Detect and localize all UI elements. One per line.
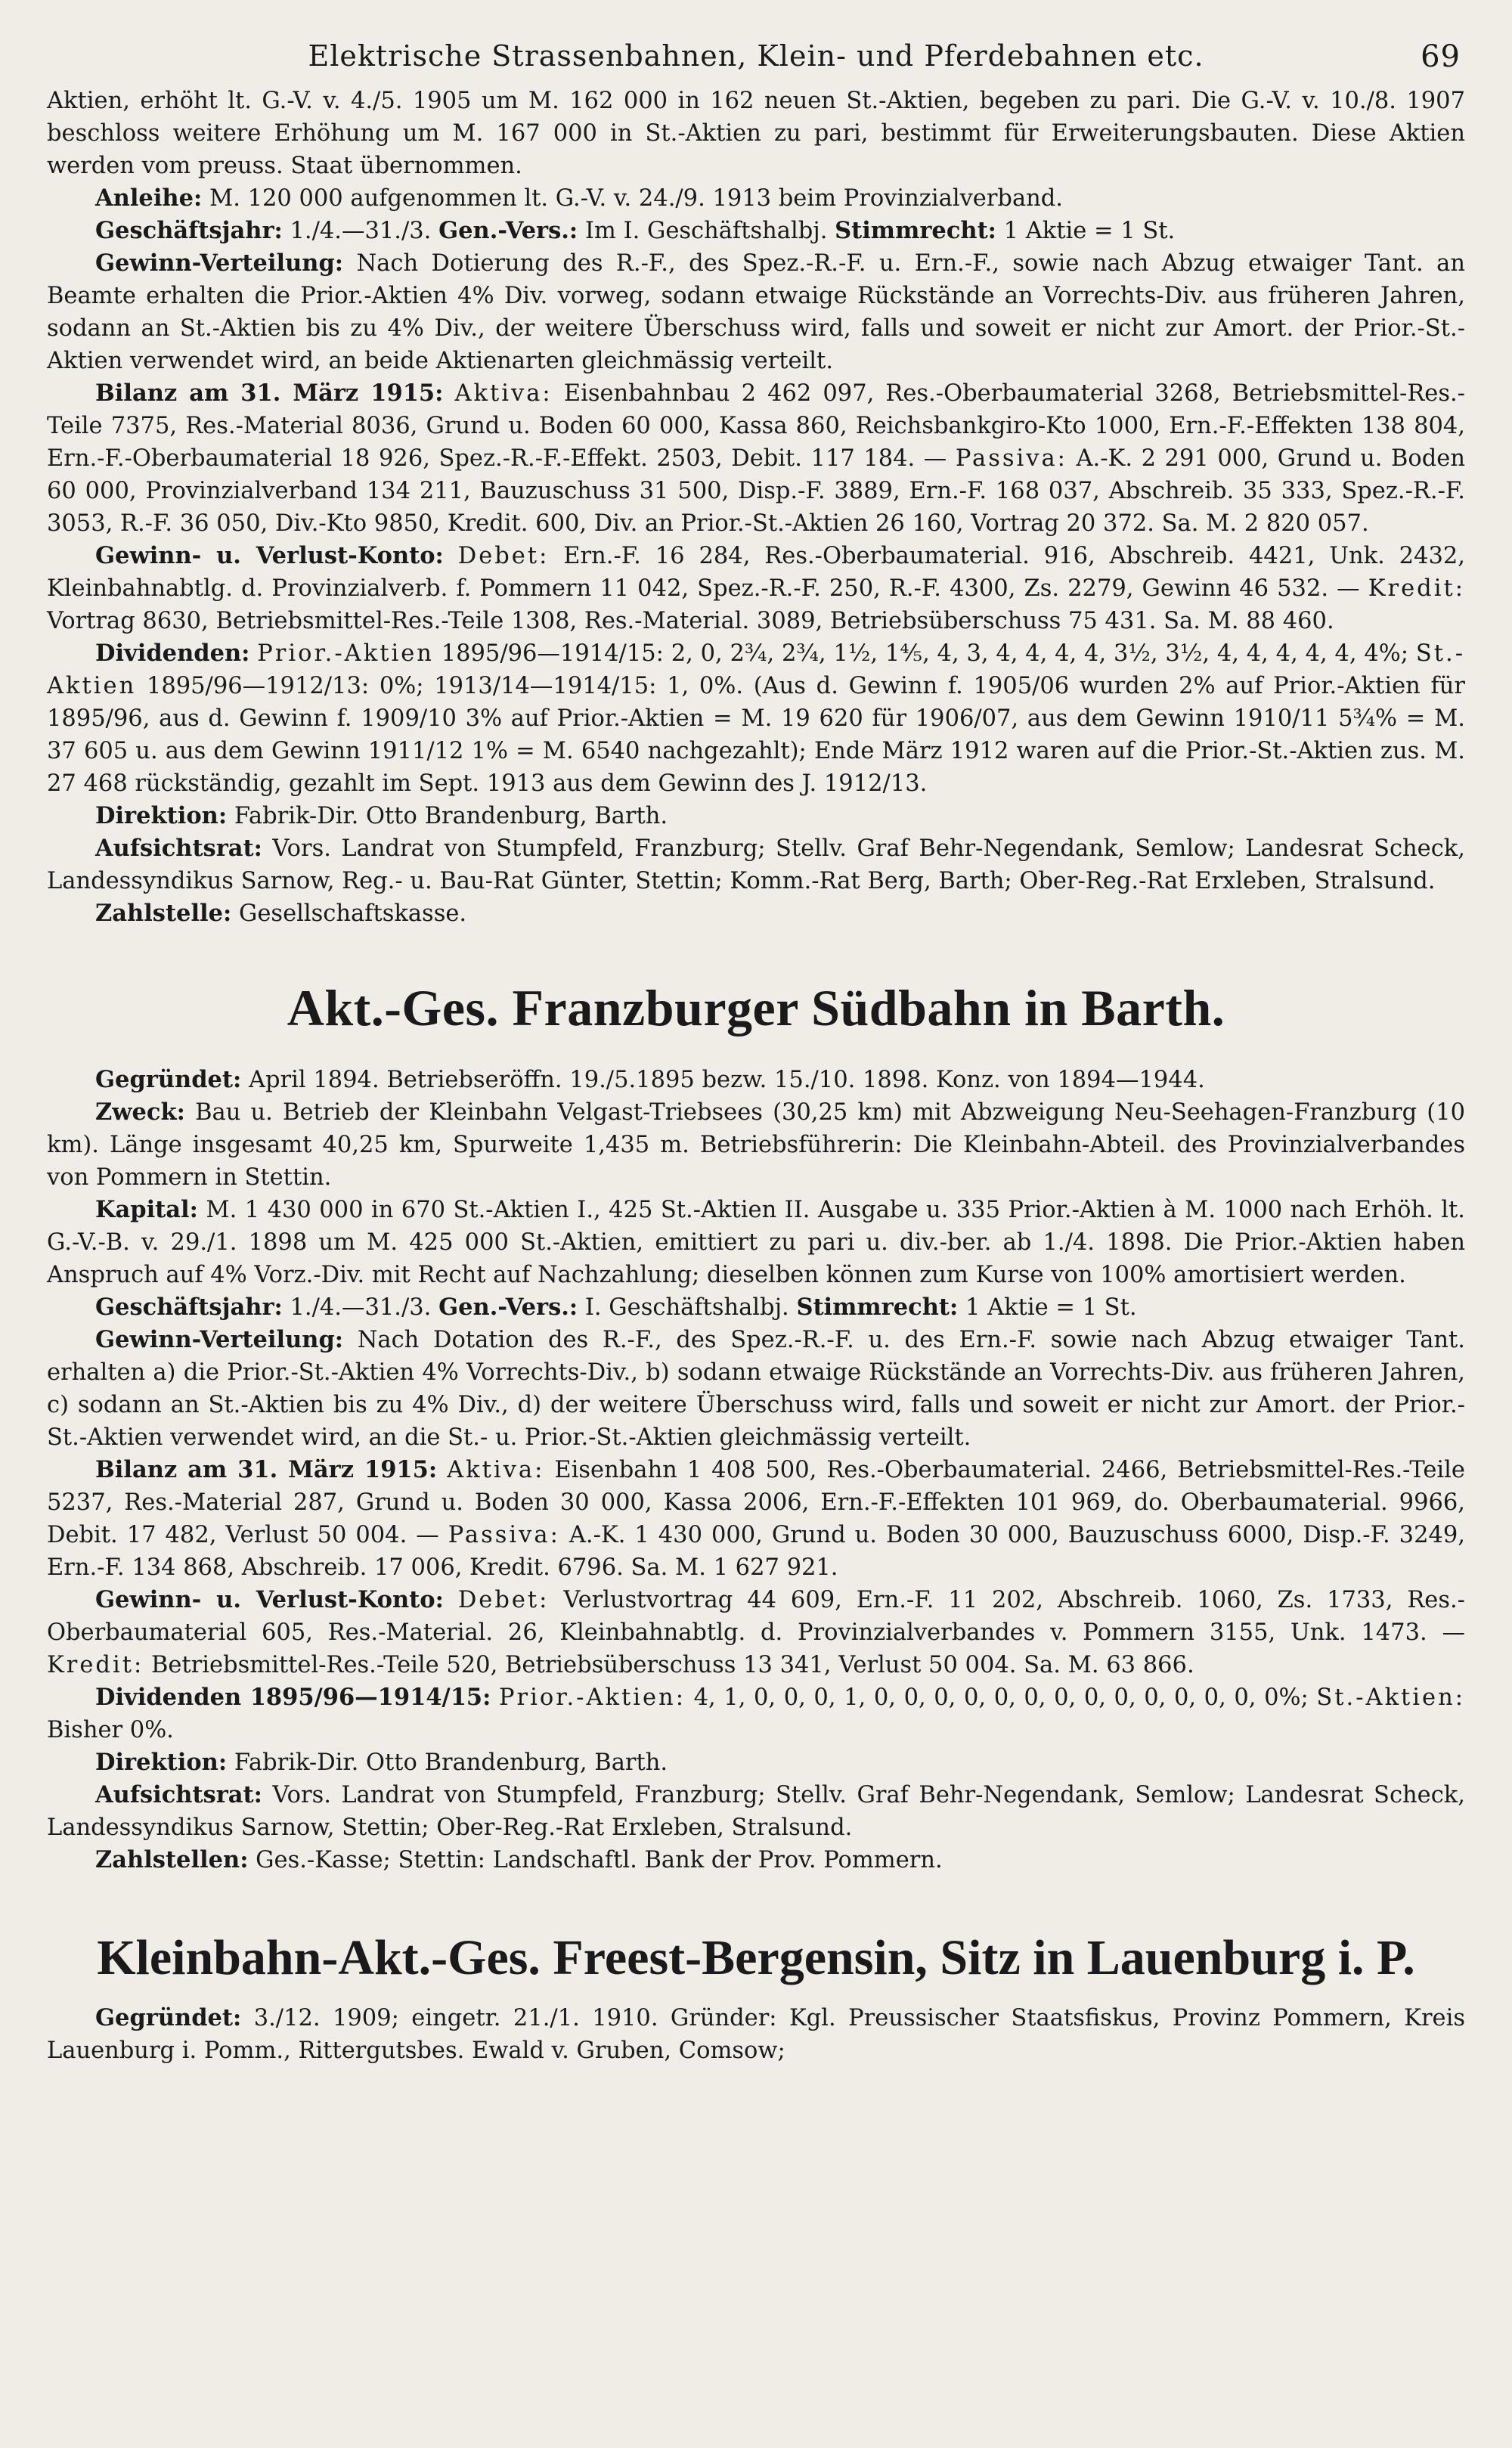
gv-label: Gen.-Vers.: xyxy=(438,1294,578,1321)
kapital-text: M. 1 430 000 in 670 St.-Aktien I., 425 St.-Aktien II. Ausgabe u. 335 Prior.-Aktien à M. 1000 nach Erhöh. lt. G.-V.-B. v. 29./1. 1898 um M. 425 000 St.-Aktien, emittiert zu pari u. div.-ber. ab 1./4. 1898. Die Prior.-Aktien haben Anspruch auf 4% Vorz.-Div. mit Recht auf Nachzahlung; dieselben können zum Kurse von 100% amortisiert werden. xyxy=(47,1197,1465,1288)
div-label: Dividenden 1895/96—1914/15: xyxy=(95,1684,491,1711)
gj-label: Geschäftsjahr: xyxy=(95,217,283,244)
franzburger-heading: Akt.-Ges. Franzburger Südbahn in Barth. xyxy=(287,979,1225,1037)
franzburger-entry xyxy=(47,1064,1465,1876)
geschaeftsjahr-para xyxy=(47,1291,1465,1324)
debet-label: Debet: xyxy=(457,543,550,569)
guv-para xyxy=(47,1584,1465,1681)
gj-label: Geschäftsjahr: xyxy=(95,1294,283,1321)
gv-text: I. Geschäftshalbj. xyxy=(584,1294,789,1321)
zweck-para xyxy=(47,1096,1465,1194)
sr-label: Stimmrecht: xyxy=(835,217,996,244)
sr-text: 1 Aktie = 1 St. xyxy=(1003,218,1176,244)
div-text2: 1895/96—1912/13: 0%; 1913/14—1914/15: 1, 0%. (Aus d. Gewinn f. 1905/06 wurden 2% auf Prior.-Aktien für 1895/96, aus d. Gewinn f. 1909/10 3% auf Prior.-Aktien = M. 19 620 für 1906/07, aus dem Gewinn 1910/11 5¾% = M. 37 605 u. aus dem Gewinn 1911/12 1% = M. 6540 nachgezahlt); Ende März 1912 waren auf die Prior.-St.-Aktien zus. M. 27 468 rückständig, gezahlt im Sept. 1913 aus dem Gewinn des J. 1912/13. xyxy=(47,673,1465,797)
guv-para xyxy=(47,540,1465,637)
gegr-text: April 1894. Betriebseröffn. 19./5.1895 bezw. 15./10. 1898. Konz. von 1894—1944. xyxy=(248,1067,1205,1093)
div-text2: Bisher 0%. xyxy=(47,1717,174,1743)
div-st-label: St.-Aktien: xyxy=(1316,1684,1466,1711)
bilanz-label: Bilanz am 31. März 1915: xyxy=(95,380,444,407)
passiva-label: Passiva: xyxy=(448,1522,560,1548)
div-label: Dividenden: xyxy=(95,640,250,667)
anleihe-label: Anleihe: xyxy=(95,184,203,212)
gewinn-label: Gewinn-Verteilung: xyxy=(95,249,344,277)
capital-continuation: Aktien, erhöht lt. G.-V. v. 4./5. 1905 um M. 162 000 in 162 neuen St.-Aktien, begeben zu pari. Die G.-V. v. 10./8. 1907 beschloss weitere Erhöhung um M. 167 000 in St.-Aktien zu pari, bestimmt für Erweiterungsbauten. Diese Aktien werden vom preuss. Staat übernommen. xyxy=(47,88,1465,179)
gewinn-text: Nach Dotation des R.-F., des Spez.-R.-F. u. des Ern.-F. sowie nach Abzug etwaiger Tant. erhalten a) die Prior.-St.-Aktien 4% Vorrechts-Div., b) sodann etwaige Rückstände an Vorrechts-Div. aus früheren Jahren, c) sodann an St.-Aktien bis zu 4% Div., d) der weitere Überschuss wird, falls und soweit er nicht zur Amort. der Prior.-St.-Aktien verwendet wird, an die St.- u. Prior.-St.-Aktien gleichmässig verteilt. xyxy=(47,1327,1465,1451)
div-prior-label: Prior.-Aktien: xyxy=(499,1684,686,1711)
kredit-label: Kredit: xyxy=(1368,575,1465,602)
debet-label: Debet: xyxy=(457,1587,550,1613)
kredit-text: Vortrag 8630, Betriebsmittel-Res.-Teile 1308, Res.-Material. 3089, Betriebsüberschuss 75 431. Sa. M. 88 460. xyxy=(47,608,1334,634)
gegr-label: Gegründet: xyxy=(95,2004,242,2031)
div-text: 4, 1, 0, 0, 0, 1, 0, 0, 0, 0, 0, 0, 0, 0, 0, 0, 0, 0, 0, 0%; xyxy=(693,1684,1309,1711)
kredit-label: Kredit: xyxy=(47,1652,144,1678)
aktiva-text: Eisenbahn 1 408 500, Res.-Oberbaumaterial. 2466, Betriebsmittel-Res.-Teile 5237, Res.-Material 287, Grund u. Boden 30 000, Kassa 2006, Ern.-F.-Effekten 101 969, do. Oberbaumaterial. 9966, Debit. 17 482, Verlust 50 004. — xyxy=(47,1457,1465,1548)
div-st-label: St.-Aktien xyxy=(47,640,1466,699)
ar-text: Vors. Landrat von Stumpfeld, Franzburg; Stellv. Graf Behr-Negendank, Semlow; Landesrat Scheck, Landessyndikus Sarnow, Stettin; Ober-Reg.-Rat Erxleben, Stralsund. xyxy=(47,1782,1465,1841)
kapital-para xyxy=(47,1194,1465,1291)
page-number: 69 xyxy=(1421,39,1461,74)
div-text: 1895/96—1914/15: 2, 0, 2¾, 2¾, 1½, 1⅘, 4, 3, 4, 4, 4, 4, 3½, 3½, 4, 4, 4, 4, 4, 4%; xyxy=(441,640,1409,667)
freest-heading: Kleinbahn-Akt.-Ges. Freest-Bergensin, Sitz in Lauenburg i. P. xyxy=(97,1930,1415,1985)
freest-entry xyxy=(47,2002,1465,2067)
aufsichtsrat-para xyxy=(47,1779,1465,1844)
previous-entry xyxy=(47,85,1465,930)
bilanz-para xyxy=(47,1454,1465,1584)
guv-label: Gewinn- u. Verlust-Konto: xyxy=(95,1586,444,1613)
direktion-para xyxy=(47,1746,1465,1779)
dir-label: Direktion: xyxy=(95,802,228,829)
zs-text: Ges.-Kasse; Stettin: Landschaftl. Bank der Prov. Pommern. xyxy=(256,1847,943,1873)
ar-label: Aufsichtsrat: xyxy=(95,835,262,862)
aufsichtsrat-para xyxy=(47,832,1465,897)
gegr-label: Gegründet: xyxy=(95,1066,242,1093)
bilanz-para xyxy=(47,377,1465,540)
gv-label: Gen.-Vers.: xyxy=(438,217,578,244)
div-prior-label: Prior.-Aktien xyxy=(257,640,434,667)
kredit-text: Betriebsmittel-Res.-Teile 520, Betriebsüberschuss 13 341, Verlust 50 004. Sa. M. 63 866. xyxy=(150,1652,1194,1678)
anleihe-para xyxy=(47,182,1465,215)
dividenden-para xyxy=(47,1681,1465,1746)
anleihe-text: M. 120 000 aufgenommen lt. G.-V. v. 24./9. 1913 beim Provinzialverband. xyxy=(209,185,1064,212)
aktiva-label: Aktiva: xyxy=(454,380,553,407)
gegruendet-para xyxy=(47,1064,1465,1096)
passiva-label: Passiva: xyxy=(955,445,1067,472)
dir-label: Direktion: xyxy=(95,1749,228,1776)
geschaeftsjahr-para xyxy=(47,215,1465,247)
debet-text: Verlustvortrag 44 609, Ern.-F. 11 202, Abschreib. 1060, Zs. 1733, Res.-Oberbaumaterial 605, Res.-Material. 26, Kleinbahnabtlg. d. Provinzialverbandes v. Pommern 3155, Unk. 1473. — xyxy=(47,1587,1465,1646)
zweck-text: Bau u. Betrieb der Kleinbahn Velgast-Triebsees (30,25 km) mit Abzweigung Neu-Seehagen-Franzburg (10 km). Länge insgesamt 40,25 km, Spurweite 1,435 m. Betriebsführerin: Die Kleinbahn-Abteil. des Provinzialverbandes von Pommern in Stettin. xyxy=(47,1099,1465,1191)
ar-text: Vors. Landrat von Stumpfeld, Franzburg; Stellv. Graf Behr-Negendank, Semlow; Landesrat Scheck, Landessyndikus Sarnow, Reg.- u. Bau-Rat Günter, Stettin; Komm.-Rat Berg, Barth; Ober-Reg.-Rat Erxleben, Stralsund. xyxy=(47,835,1465,894)
aktiva-text: Eisenbahnbau 2 462 097, Res.-Oberbaumaterial 3268, Betriebsmittel-Res.-Teile 7375, Res.-Material 8036, Grund u. Boden 60 000, Kassa 860, Reichsbankgiro-Kto 1000, Ern.-F.-Effekten 138 804, Ern.-F.-Oberbaumaterial 18 926, Spez.-R.-F.-Effekt. 2503, Debit. 117 184. — xyxy=(47,380,1465,472)
sr-text: 1 Aktie = 1 St. xyxy=(965,1294,1137,1321)
ar-label: Aufsichtsrat: xyxy=(95,1781,262,1808)
dir-text: Fabrik-Dir. Otto Brandenburg, Barth. xyxy=(234,803,668,829)
zs-label: Zahlstellen: xyxy=(95,1846,249,1873)
dividenden-para xyxy=(47,637,1465,800)
gegruendet-para xyxy=(47,2002,1465,2067)
gj-text: 1./4.—31./3. xyxy=(290,1294,432,1321)
running-header xyxy=(47,39,1465,85)
gewinn-verteilung-para xyxy=(47,247,1465,377)
sr-label: Stimmrecht: xyxy=(796,1294,959,1321)
bilanz-label: Bilanz am 31. März 1915: xyxy=(95,1456,438,1483)
passiva-text: A.-K. 1 430 000, Grund u. Boden 30 000, Bauzuschuss 6000, Disp.-F. 3249, Ern.-F. 134 868, Abschreib. 17 006, Kredit. 6796. Sa. M. 1 627 921. xyxy=(47,1522,1465,1581)
gv-text: Im I. Geschäftshalbj. xyxy=(584,218,828,244)
zs-text: Gesellschaftskasse. xyxy=(239,900,467,927)
debet-text: Ern.-F. 16 284, Res.-Oberbaumaterial. 916, Abschreib. 4421, Unk. 2432, Kleinbahnabtlg. d. Provinzialverb. f. Pommern 11 042, Spez.-R.-F. 250, R.-F. 4300, Zs. 2279, Gewinn 46 532. — xyxy=(47,543,1465,602)
zahlstelle-para xyxy=(47,897,1465,930)
zweck-label: Zweck: xyxy=(95,1099,185,1126)
gj-text: 1./4.—31./3. xyxy=(290,218,432,244)
direktion-para xyxy=(47,800,1465,832)
guv-label: Gewinn- u. Verlust-Konto: xyxy=(95,542,444,569)
gewinn-text: Nach Dotierung des R.-F., des Spez.-R.-F. u. Ern.-F., sowie nach Abzug etwaiger Tant. an Beamte erhalten die Prior.-Aktien 4% Div. vorweg, sodann etwaige Rückstände an Vorrechts-Div. aus früheren Jahren, sodann an St.-Aktien bis zu 4% Div., der weitere Überschuss wird, falls und soweit er nicht zur Amort. der Prior.-St.-Aktien verwendet wird, an beide Aktienarten gleichmässig verteilt. xyxy=(47,250,1465,374)
kapital-label: Kapital: xyxy=(95,1196,198,1223)
passiva-text: A.-K. 2 291 000, Grund u. Boden 60 000, Provinzialverband 134 211, Bauzuschuss 31 500, Disp.-F. 3889, Ern.-F. 168 037, Abschreib. 35 333, Spez.-R.-F. 3053, R.-F. 36 050, Div.-Kto 9850, Kredit. 600, Div. an Prior.-St.-Aktien 26 160, Vortrag 20 372. Sa. M. 2 820 057. xyxy=(47,445,1465,537)
running-title: Elektrische Strassenbahnen, Klein- und Pferdebahnen etc. xyxy=(308,39,1204,73)
dir-text: Fabrik-Dir. Otto Brandenburg, Barth. xyxy=(234,1749,668,1776)
gewinn-verteilung-para xyxy=(47,1324,1465,1454)
zs-label: Zahlstelle: xyxy=(95,900,232,927)
aktiva-label: Aktiva: xyxy=(447,1457,545,1483)
gegr-text: 3./12. 1909; eingetr. 21./1. 1910. Gründer: Kgl. Preussischer Staatsfiskus, Provinz Pommern, Kreis Lauenburg i. Pomm., Rittergutsbes. Ewald v. Gruben, Comsow; xyxy=(47,2005,1465,2064)
gewinn-label: Gewinn-Verteilung: xyxy=(95,1326,344,1353)
zahlstellen-para xyxy=(47,1844,1465,1876)
